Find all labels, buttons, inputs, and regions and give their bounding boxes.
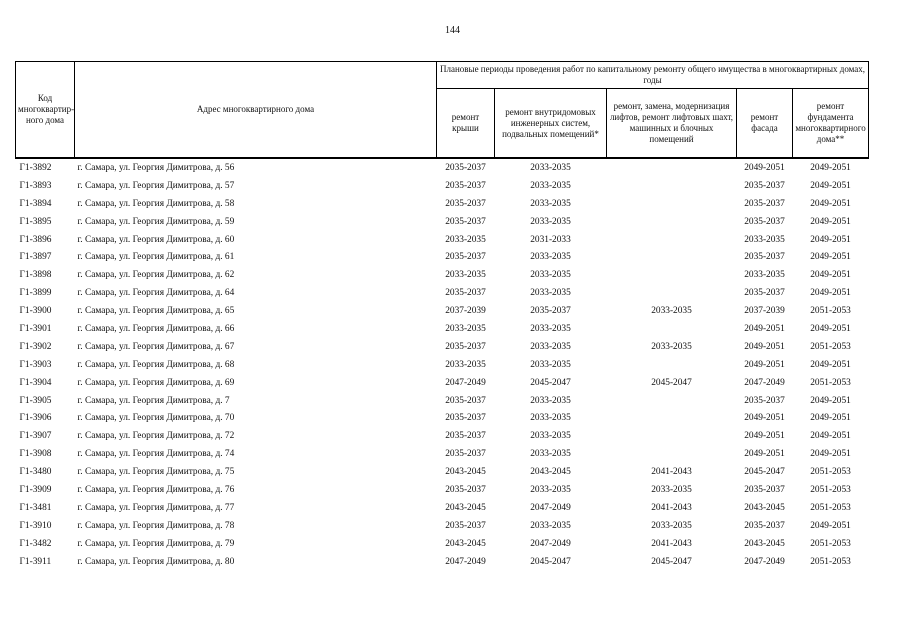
cell-roof: 2043-2045 — [445, 538, 486, 549]
cell-systems: 2033-2035 — [530, 180, 571, 191]
header-code: Код многоквартир-ного дома — [16, 62, 75, 159]
cell-address: г. Самара, ул. Георгия Димитрова, д. 72 — [77, 431, 235, 442]
cell-lifts: 2033-2035 — [651, 306, 692, 317]
cell-roof: 2035-2037 — [445, 484, 486, 495]
header-lifts: ремонт, замена, модернизация лифтов, ремонт лифтовых шахт, машинных и блочных помещений — [607, 89, 737, 159]
cell-foundation: 2051-2053 — [810, 538, 851, 549]
cell-address: г. Самара, ул. Георгия Димитрова, д. 66 — [77, 323, 235, 334]
cell-address: г. Самара, ул. Георгия Димитрова, д. 80 — [77, 556, 235, 567]
cell-foundation: 2049-2051 — [810, 270, 851, 281]
cell-roof: 2043-2045 — [445, 502, 486, 513]
cell-code: Г1-3895 — [19, 216, 52, 227]
header-periods-group: Плановые периоды проведения работ по капитальному ремонту общего имущества в многоквартирных домах, годы — [437, 62, 869, 89]
cell-address: г. Самара, ул. Георгия Димитрова, д. 62 — [77, 270, 235, 281]
table-row — [16, 231, 869, 249]
cell-systems: 2033-2035 — [530, 449, 571, 460]
table-row — [16, 553, 869, 571]
cell-roof: 2047-2049 — [445, 556, 486, 567]
cell-foundation: 2049-2051 — [810, 520, 851, 531]
cell-foundation: 2051-2053 — [810, 502, 851, 513]
cell-lifts: 2033-2035 — [651, 520, 692, 531]
table-row — [16, 445, 869, 463]
cell-lifts — [607, 356, 737, 374]
cell-systems: 2033-2035 — [530, 288, 571, 299]
table-row — [16, 481, 869, 499]
table-body — [16, 158, 869, 570]
cell-facade: 2049-2051 — [744, 413, 785, 424]
cell-code: Г1-3901 — [19, 323, 52, 334]
cell-code: Г1-3480 — [19, 467, 52, 478]
cell-roof: 2035-2037 — [445, 341, 486, 352]
cell-foundation: 2049-2051 — [810, 449, 851, 460]
cell-roof: 2035-2037 — [445, 216, 486, 227]
cell-code: Г1-3893 — [19, 180, 52, 191]
header-foundation: ремонт фундамента многоквартирного дома** — [793, 89, 869, 159]
cell-systems: 2033-2035 — [530, 431, 571, 442]
cell-address: г. Самара, ул. Георгия Димитрова, д. 78 — [77, 520, 235, 531]
cell-address: г. Самара, ул. Георгия Димитрова, д. 60 — [77, 234, 235, 245]
cell-roof: 2035-2037 — [445, 520, 486, 531]
cell-systems: 2033-2035 — [530, 484, 571, 495]
cell-lifts — [607, 158, 737, 177]
cell-systems: 2045-2047 — [530, 377, 571, 388]
cell-address: г. Самара, ул. Георгия Димитрова, д. 59 — [77, 216, 235, 227]
cell-address: г. Самара, ул. Георгия Димитрова, д. 70 — [77, 413, 235, 424]
cell-roof: 2035-2037 — [445, 198, 486, 209]
cell-foundation: 2049-2051 — [793, 158, 869, 177]
cell-systems: 2033-2035 — [530, 341, 571, 352]
table-row — [16, 177, 869, 195]
cell-foundation: 2049-2051 — [810, 234, 851, 245]
cell-facade: 2035-2037 — [744, 252, 785, 263]
cell-facade: 2033-2035 — [744, 234, 785, 245]
cell-lifts — [607, 392, 737, 410]
cell-code: Г1-3898 — [19, 270, 52, 281]
cell-address: г. Самара, ул. Георгия Димитрова, д. 74 — [77, 449, 235, 460]
cell-roof: 2033-2035 — [445, 359, 486, 370]
cell-facade: 2043-2045 — [744, 502, 785, 513]
cell-facade: 2049-2051 — [744, 359, 785, 370]
cell-roof: 2035-2037 — [445, 252, 486, 263]
cell-foundation: 2049-2051 — [810, 359, 851, 370]
table-row — [16, 266, 869, 284]
cell-code: Г1-3900 — [19, 306, 52, 317]
cell-foundation: 2051-2053 — [810, 484, 851, 495]
cell-facade: 2035-2037 — [744, 198, 785, 209]
header-systems: ремонт внутридомовых инженерных систем, подвальных помещений* — [495, 89, 607, 159]
cell-systems: 2035-2037 — [530, 306, 571, 317]
cell-code: Г1-3907 — [19, 431, 52, 442]
cell-systems: 2033-2035 — [530, 252, 571, 263]
cell-lifts: 2041-2043 — [651, 538, 692, 549]
cell-code: Г1-3892 — [16, 158, 75, 177]
cell-lifts: 2045-2047 — [651, 377, 692, 388]
cell-facade: 2049-2051 — [744, 323, 785, 334]
cell-roof: 2033-2035 — [445, 270, 486, 281]
cell-facade: 2045-2047 — [744, 467, 785, 478]
cell-facade: 2049-2051 — [737, 158, 793, 177]
cell-foundation: 2049-2051 — [810, 180, 851, 191]
cell-foundation: 2049-2051 — [810, 323, 851, 334]
cell-lifts — [607, 320, 737, 338]
cell-lifts: 2033-2035 — [651, 341, 692, 352]
cell-lifts — [607, 284, 737, 302]
cell-lifts — [607, 445, 737, 463]
cell-lifts: 2033-2035 — [651, 484, 692, 495]
cell-systems: 2033-2035 — [495, 158, 607, 177]
page-number: 144 — [445, 25, 460, 36]
cell-roof: 2035-2037 — [437, 158, 495, 177]
cell-foundation: 2049-2051 — [810, 413, 851, 424]
cell-systems: 2047-2049 — [530, 502, 571, 513]
cell-code: Г1-3906 — [19, 413, 52, 424]
cell-systems: 2033-2035 — [530, 198, 571, 209]
cell-facade: 2035-2037 — [744, 484, 785, 495]
table-row — [16, 248, 869, 266]
cell-systems: 2047-2049 — [530, 538, 571, 549]
cell-systems: 2033-2035 — [530, 395, 571, 406]
table-row — [16, 284, 869, 302]
header-address: Адрес многоквартирного дома — [75, 62, 437, 159]
cell-facade: 2035-2037 — [744, 288, 785, 299]
cell-address: г. Самара, ул. Георгия Димитрова, д. 57 — [77, 180, 235, 191]
table-row — [16, 356, 869, 374]
cell-facade: 2035-2037 — [744, 520, 785, 531]
cell-roof: 2035-2037 — [445, 431, 486, 442]
cell-address: г. Самара, ул. Георгия Димитрова, д. 76 — [77, 484, 235, 495]
cell-lifts: 2041-2043 — [651, 502, 692, 513]
cell-lifts — [607, 266, 737, 284]
cell-foundation: 2049-2051 — [810, 431, 851, 442]
table-row — [16, 535, 869, 553]
cell-lifts — [607, 213, 737, 231]
cell-code: Г1-3482 — [19, 538, 52, 549]
cell-address: г. Самара, ул. Георгия Димитрова, д. 75 — [77, 467, 235, 478]
cell-lifts: 2045-2047 — [651, 556, 692, 567]
header-roof: ремонт крыши — [437, 89, 495, 159]
cell-foundation: 2051-2053 — [810, 306, 851, 317]
cell-foundation: 2051-2053 — [810, 377, 851, 388]
cell-foundation: 2049-2051 — [810, 252, 851, 263]
cell-systems: 2033-2035 — [530, 323, 571, 334]
cell-systems: 2045-2047 — [530, 556, 571, 567]
table-row — [16, 158, 869, 177]
cell-lifts — [607, 248, 737, 266]
cell-lifts — [607, 231, 737, 249]
cell-code: Г1-3910 — [19, 520, 52, 531]
cell-code: Г1-3904 — [19, 377, 52, 388]
cell-roof: 2035-2037 — [445, 395, 486, 406]
cell-lifts: 2041-2043 — [651, 467, 692, 478]
cell-address: г. Самара, ул. Георгия Димитрова, д. 64 — [77, 288, 235, 299]
cell-facade: 2037-2039 — [744, 306, 785, 317]
cell-address: г. Самара, ул. Георгия Димитрова, д. 79 — [77, 538, 235, 549]
table-row — [16, 499, 869, 517]
table-row — [16, 427, 869, 445]
cell-code: Г1-3481 — [19, 502, 52, 513]
cell-roof: 2043-2045 — [445, 467, 486, 478]
cell-code: Г1-3911 — [19, 556, 52, 567]
cell-systems: 2043-2045 — [530, 467, 571, 478]
header-facade: ремонт фасада — [737, 89, 793, 159]
cell-address: г. Самара, ул. Георгия Димитрова, д. 58 — [77, 198, 235, 209]
cell-facade: 2035-2037 — [744, 180, 785, 191]
cell-foundation: 2049-2051 — [810, 395, 851, 406]
cell-lifts — [607, 427, 737, 445]
table-row — [16, 517, 869, 535]
cell-code: Г1-3908 — [19, 449, 52, 460]
cell-roof: 2035-2037 — [445, 288, 486, 299]
cell-facade: 2035-2037 — [744, 216, 785, 227]
cell-systems: 2031-2033 — [530, 234, 571, 245]
cell-facade: 2049-2051 — [744, 341, 785, 352]
cell-facade: 2035-2037 — [744, 395, 785, 406]
cell-foundation: 2051-2053 — [810, 467, 851, 478]
cell-roof: 2035-2037 — [445, 449, 486, 460]
table-row — [16, 320, 869, 338]
cell-code: Г1-3905 — [19, 395, 52, 406]
cell-code: Г1-3897 — [19, 252, 52, 263]
cell-address: г. Самара, ул. Георгия Димитрова, д. 7 — [77, 395, 230, 406]
cell-foundation: 2051-2053 — [810, 556, 851, 567]
cell-systems: 2033-2035 — [530, 520, 571, 531]
cell-lifts — [607, 177, 737, 195]
cell-address: г. Самара, ул. Георгия Димитрова, д. 68 — [77, 359, 235, 370]
cell-foundation: 2049-2051 — [810, 288, 851, 299]
cell-facade: 2049-2051 — [744, 431, 785, 442]
table-row — [16, 213, 869, 231]
cell-roof: 2033-2035 — [445, 234, 486, 245]
cell-code: Г1-3899 — [19, 288, 52, 299]
cell-facade: 2047-2049 — [744, 377, 785, 388]
cell-lifts — [607, 409, 737, 427]
table-row — [16, 195, 869, 213]
cell-facade: 2043-2045 — [744, 538, 785, 549]
cell-roof: 2047-2049 — [445, 377, 486, 388]
cell-address: г. Самара, ул. Георгия Димитрова, д. 65 — [77, 306, 235, 317]
cell-facade: 2049-2051 — [744, 449, 785, 460]
cell-code: Г1-3909 — [19, 484, 52, 495]
cell-roof: 2035-2037 — [445, 180, 486, 191]
cell-systems: 2033-2035 — [530, 216, 571, 227]
cell-systems: 2033-2035 — [530, 413, 571, 424]
cell-code: Г1-3894 — [19, 198, 52, 209]
table-row — [16, 463, 869, 481]
cell-facade: 2033-2035 — [744, 270, 785, 281]
cell-code: Г1-3902 — [19, 341, 52, 352]
table-row — [16, 302, 869, 320]
cell-foundation: 2051-2053 — [810, 341, 851, 352]
cell-roof: 2033-2035 — [445, 323, 486, 334]
cell-foundation: 2049-2051 — [810, 216, 851, 227]
cell-address: г. Самара, ул. Георгия Димитрова, д. 67 — [77, 341, 235, 352]
cell-address: г. Самара, ул. Георгия Димитрова, д. 77 — [77, 502, 235, 513]
table-row — [16, 409, 869, 427]
cell-address: г. Самара, ул. Георгия Димитрова, д. 61 — [77, 252, 235, 263]
cell-roof: 2035-2037 — [445, 413, 486, 424]
cell-code: Г1-3896 — [19, 234, 52, 245]
cell-roof: 2037-2039 — [445, 306, 486, 317]
cell-systems: 2033-2035 — [530, 270, 571, 281]
table-row — [16, 338, 869, 356]
repair-schedule-table — [15, 61, 869, 570]
cell-address: г. Самара, ул. Георгия Димитрова, д. 69 — [77, 377, 235, 388]
cell-systems: 2033-2035 — [530, 359, 571, 370]
cell-facade: 2047-2049 — [744, 556, 785, 567]
table-row — [16, 374, 869, 392]
cell-foundation: 2049-2051 — [810, 198, 851, 209]
cell-lifts — [607, 195, 737, 213]
cell-code: Г1-3903 — [19, 359, 52, 370]
table-row — [16, 392, 869, 410]
cell-address: г. Самара, ул. Георгия Димитрова, д. 56 — [75, 158, 437, 177]
